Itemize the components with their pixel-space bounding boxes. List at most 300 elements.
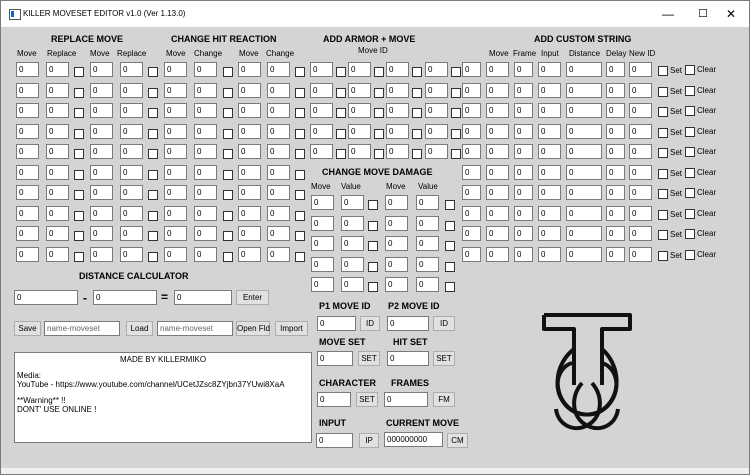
hit-checkbox[interactable] [223, 108, 233, 118]
replace-checkbox-2[interactable] [148, 252, 158, 262]
custom-move-input[interactable]: 0 [486, 144, 509, 159]
damage-checkbox[interactable] [368, 221, 378, 231]
armor-move-id-input-4[interactable]: 0 [425, 124, 448, 139]
hit-change-input[interactable]: 0 [194, 103, 217, 118]
replace-checkbox[interactable] [74, 88, 84, 98]
custom-set-checkbox[interactable] [658, 210, 668, 220]
hit-move-input-2[interactable]: 0 [238, 144, 261, 159]
hit-checkbox[interactable] [223, 252, 233, 262]
replace-checkbox-2[interactable] [148, 129, 158, 139]
hit-change-input-2[interactable]: 0 [267, 144, 290, 159]
hit-checkbox[interactable] [223, 190, 233, 200]
custom-clear-checkbox[interactable] [685, 188, 695, 198]
move-set-button[interactable]: SET [358, 351, 380, 366]
distance-input-a[interactable]: 0 [14, 290, 78, 305]
hit-change-input[interactable]: 0 [194, 185, 217, 200]
custom-clear-checkbox[interactable] [685, 209, 695, 219]
hit-change-input-2[interactable]: 0 [267, 165, 290, 180]
hit-checkbox[interactable] [223, 211, 233, 221]
import-button[interactable]: Import [275, 321, 308, 336]
armor-move-id-input-4[interactable]: 0 [425, 83, 448, 98]
custom-distance-input[interactable]: 0 [566, 144, 602, 159]
hit-move-input-2[interactable]: 0 [238, 124, 261, 139]
frames-input[interactable]: 0 [384, 392, 428, 407]
armor-move-id-input-3[interactable]: 0 [386, 103, 409, 118]
armor-checkbox-3[interactable] [412, 149, 422, 159]
custom-new-id-input[interactable]: 0 [629, 83, 652, 98]
armor-move-id-input-3[interactable]: 0 [386, 124, 409, 139]
custom-frame-input[interactable]: 0 [514, 247, 533, 262]
custom-clear-checkbox[interactable] [685, 147, 695, 157]
custom-index-input[interactable]: 0 [462, 144, 481, 159]
custom-clear-checkbox[interactable] [685, 229, 695, 239]
armor-move-id-input-1[interactable]: 0 [310, 62, 333, 77]
frames-button[interactable]: FM [433, 392, 455, 407]
custom-distance-input[interactable]: 0 [566, 124, 602, 139]
hit-checkbox-2[interactable] [295, 231, 305, 241]
replace-move-input-2[interactable]: 0 [90, 124, 113, 139]
hit-move-input-2[interactable]: 0 [238, 226, 261, 241]
p1-move-id-input[interactable]: 0 [317, 316, 356, 331]
custom-clear-checkbox[interactable] [685, 250, 695, 260]
custom-index-input[interactable]: 0 [462, 206, 481, 221]
custom-delay-input[interactable]: 0 [606, 124, 625, 139]
hit-checkbox-2[interactable] [295, 211, 305, 221]
distance-input-b[interactable]: 0 [93, 290, 157, 305]
custom-set-checkbox[interactable] [658, 230, 668, 240]
custom-input-input[interactable]: 0 [538, 103, 561, 118]
custom-new-id-input[interactable]: 0 [629, 185, 652, 200]
hit-move-input[interactable]: 0 [164, 247, 187, 262]
p1-id-button[interactable]: ID [360, 316, 380, 331]
hit-change-input-2[interactable]: 0 [267, 247, 290, 262]
info-textbox[interactable] [14, 352, 312, 443]
hit-change-input-2[interactable]: 0 [267, 206, 290, 221]
armor-move-id-input-3[interactable]: 0 [386, 144, 409, 159]
hit-checkbox[interactable] [223, 231, 233, 241]
custom-frame-input[interactable]: 0 [514, 144, 533, 159]
custom-delay-input[interactable]: 0 [606, 206, 625, 221]
custom-input-input[interactable]: 0 [538, 206, 561, 221]
replace-checkbox-2[interactable] [148, 88, 158, 98]
armor-checkbox-3[interactable] [412, 88, 422, 98]
hit-checkbox[interactable] [223, 129, 233, 139]
custom-set-checkbox[interactable] [658, 148, 668, 158]
hit-checkbox-2[interactable] [295, 149, 305, 159]
custom-distance-input[interactable]: 0 [566, 103, 602, 118]
damage-checkbox[interactable] [368, 241, 378, 251]
replace-new-input-2[interactable]: 0 [120, 165, 143, 180]
damage-move-input-2[interactable]: 0 [385, 236, 408, 251]
replace-move-input[interactable]: 0 [16, 206, 39, 221]
hit-checkbox[interactable] [223, 88, 233, 98]
custom-distance-input[interactable]: 0 [566, 185, 602, 200]
custom-frame-input[interactable]: 0 [514, 103, 533, 118]
armor-move-id-input-2[interactable]: 0 [348, 144, 371, 159]
custom-input-input[interactable]: 0 [538, 144, 561, 159]
hit-checkbox-2[interactable] [295, 108, 305, 118]
replace-move-input-2[interactable]: 0 [90, 206, 113, 221]
armor-move-id-input-1[interactable]: 0 [310, 124, 333, 139]
hit-move-input[interactable]: 0 [164, 165, 187, 180]
replace-checkbox[interactable] [74, 211, 84, 221]
hit-change-input[interactable]: 0 [194, 124, 217, 139]
damage-value-input-2[interactable]: 0 [416, 195, 439, 210]
custom-new-id-input[interactable]: 0 [629, 206, 652, 221]
replace-move-input-2[interactable]: 0 [90, 247, 113, 262]
armor-checkbox-4[interactable] [451, 149, 461, 159]
custom-new-id-input[interactable]: 0 [629, 247, 652, 262]
armor-move-id-input-2[interactable]: 0 [348, 83, 371, 98]
custom-index-input[interactable]: 0 [462, 226, 481, 241]
replace-checkbox-2[interactable] [148, 149, 158, 159]
custom-input-input[interactable]: 0 [538, 247, 561, 262]
custom-frame-input[interactable]: 0 [514, 226, 533, 241]
damage-move-input[interactable]: 0 [311, 216, 334, 231]
hit-checkbox-2[interactable] [295, 252, 305, 262]
hit-change-input[interactable]: 0 [194, 83, 217, 98]
custom-frame-input[interactable]: 0 [514, 206, 533, 221]
save-name-input[interactable] [44, 321, 120, 336]
replace-checkbox[interactable] [74, 231, 84, 241]
armor-checkbox-4[interactable] [451, 67, 461, 77]
armor-checkbox-2[interactable] [374, 108, 384, 118]
armor-checkbox-1[interactable] [336, 129, 346, 139]
damage-value-input-2[interactable]: 0 [416, 257, 439, 272]
replace-move-input[interactable]: 0 [16, 165, 39, 180]
hit-move-input-2[interactable]: 0 [238, 206, 261, 221]
custom-move-input[interactable]: 0 [486, 247, 509, 262]
hit-move-input[interactable]: 0 [164, 103, 187, 118]
custom-move-input[interactable]: 0 [486, 62, 509, 77]
damage-move-input[interactable]: 0 [311, 277, 334, 292]
damage-value-input-2[interactable]: 0 [416, 216, 439, 231]
damage-move-input[interactable]: 0 [311, 236, 334, 251]
save-button[interactable]: Save [14, 321, 41, 336]
hit-checkbox[interactable] [223, 67, 233, 77]
custom-set-checkbox[interactable] [658, 128, 668, 138]
hit-change-input-2[interactable]: 0 [267, 124, 290, 139]
hit-checkbox-2[interactable] [295, 190, 305, 200]
armor-move-id-input-1[interactable]: 0 [310, 144, 333, 159]
custom-clear-checkbox[interactable] [685, 127, 695, 137]
current-move-button[interactable]: CM [447, 433, 468, 448]
custom-set-checkbox[interactable] [658, 107, 668, 117]
custom-move-input[interactable]: 0 [486, 165, 509, 180]
armor-checkbox-1[interactable] [336, 108, 346, 118]
damage-checkbox-2[interactable] [445, 200, 455, 210]
distance-result[interactable]: 0 [174, 290, 232, 305]
replace-move-input-2[interactable]: 0 [90, 83, 113, 98]
custom-move-input[interactable]: 0 [486, 103, 509, 118]
custom-delay-input[interactable]: 0 [606, 83, 625, 98]
custom-move-input[interactable]: 0 [486, 226, 509, 241]
close-button[interactable]: ✕ [725, 7, 737, 21]
damage-checkbox-2[interactable] [445, 241, 455, 251]
replace-move-input-2[interactable]: 0 [90, 144, 113, 159]
hit-change-input-2[interactable]: 0 [267, 103, 290, 118]
replace-new-input-2[interactable]: 0 [120, 83, 143, 98]
open-folder-button[interactable]: Open Fld [236, 321, 270, 336]
hit-change-input[interactable]: 0 [194, 226, 217, 241]
custom-index-input[interactable]: 0 [462, 247, 481, 262]
replace-checkbox[interactable] [74, 149, 84, 159]
armor-move-id-input-4[interactable]: 0 [425, 62, 448, 77]
custom-input-input[interactable]: 0 [538, 165, 561, 180]
armor-checkbox-2[interactable] [374, 149, 384, 159]
custom-move-input[interactable]: 0 [486, 124, 509, 139]
replace-move-input[interactable]: 0 [16, 226, 39, 241]
replace-checkbox-2[interactable] [148, 170, 158, 180]
replace-new-input[interactable]: 0 [46, 247, 69, 262]
replace-checkbox[interactable] [74, 170, 84, 180]
replace-new-input[interactable]: 0 [46, 62, 69, 77]
current-move-input[interactable]: 000000000 [384, 432, 443, 447]
damage-value-input[interactable]: 0 [341, 257, 364, 272]
damage-move-input-2[interactable]: 0 [385, 277, 408, 292]
minimize-button[interactable]: — [662, 7, 674, 21]
hit-move-input[interactable]: 0 [164, 83, 187, 98]
p2-move-id-input[interactable]: 0 [387, 316, 429, 331]
replace-new-input[interactable]: 0 [46, 144, 69, 159]
hit-change-input[interactable]: 0 [194, 247, 217, 262]
replace-checkbox[interactable] [74, 252, 84, 262]
load-button[interactable]: Load [126, 321, 153, 336]
replace-new-input-2[interactable]: 0 [120, 62, 143, 77]
custom-frame-input[interactable]: 0 [514, 185, 533, 200]
armor-move-id-input-2[interactable]: 0 [348, 103, 371, 118]
damage-value-input-2[interactable]: 0 [416, 236, 439, 251]
damage-checkbox[interactable] [368, 262, 378, 272]
custom-frame-input[interactable]: 0 [514, 62, 533, 77]
custom-input-input[interactable]: 0 [538, 185, 561, 200]
custom-index-input[interactable]: 0 [462, 165, 481, 180]
enter-button[interactable]: Enter [236, 290, 269, 305]
custom-distance-input[interactable]: 0 [566, 62, 602, 77]
armor-checkbox-1[interactable] [336, 67, 346, 77]
damage-value-input[interactable]: 0 [341, 277, 364, 292]
replace-checkbox-2[interactable] [148, 211, 158, 221]
hit-change-input[interactable]: 0 [194, 144, 217, 159]
replace-new-input-2[interactable]: 0 [120, 124, 143, 139]
hit-change-input-2[interactable]: 0 [267, 62, 290, 77]
armor-checkbox-4[interactable] [451, 108, 461, 118]
custom-input-input[interactable]: 0 [538, 83, 561, 98]
damage-checkbox-2[interactable] [445, 262, 455, 272]
damage-move-input[interactable]: 0 [311, 257, 334, 272]
armor-checkbox-3[interactable] [412, 67, 422, 77]
armor-move-id-input-3[interactable]: 0 [386, 62, 409, 77]
custom-index-input[interactable]: 0 [462, 83, 481, 98]
replace-new-input-2[interactable]: 0 [120, 144, 143, 159]
input-field[interactable]: 0 [316, 433, 353, 448]
hit-move-input[interactable]: 0 [164, 226, 187, 241]
replace-new-input-2[interactable]: 0 [120, 247, 143, 262]
hit-move-input-2[interactable]: 0 [238, 83, 261, 98]
hit-move-input-2[interactable]: 0 [238, 62, 261, 77]
hit-checkbox[interactable] [223, 149, 233, 159]
damage-value-input[interactable]: 0 [341, 216, 364, 231]
custom-new-id-input[interactable]: 0 [629, 144, 652, 159]
custom-delay-input[interactable]: 0 [606, 226, 625, 241]
armor-move-id-input-4[interactable]: 0 [425, 144, 448, 159]
custom-delay-input[interactable]: 0 [606, 247, 625, 262]
hit-set-button[interactable]: SET [433, 351, 455, 366]
custom-distance-input[interactable]: 0 [566, 206, 602, 221]
hit-change-input[interactable]: 0 [194, 206, 217, 221]
replace-checkbox[interactable] [74, 190, 84, 200]
custom-frame-input[interactable]: 0 [514, 165, 533, 180]
damage-value-input[interactable]: 0 [341, 195, 364, 210]
p2-id-button[interactable]: ID [433, 316, 455, 331]
hit-checkbox-2[interactable] [295, 88, 305, 98]
load-name-input[interactable] [157, 321, 233, 336]
replace-move-input-2[interactable]: 0 [90, 185, 113, 200]
custom-frame-input[interactable]: 0 [514, 83, 533, 98]
custom-new-id-input[interactable]: 0 [629, 103, 652, 118]
armor-checkbox-2[interactable] [374, 129, 384, 139]
custom-clear-checkbox[interactable] [685, 106, 695, 116]
input-button[interactable]: IP [359, 433, 379, 448]
custom-set-checkbox[interactable] [658, 169, 668, 179]
replace-new-input[interactable]: 0 [46, 206, 69, 221]
custom-distance-input[interactable]: 0 [566, 247, 602, 262]
damage-move-input[interactable]: 0 [311, 195, 334, 210]
damage-value-input-2[interactable]: 0 [416, 277, 439, 292]
replace-new-input-2[interactable]: 0 [120, 206, 143, 221]
replace-new-input[interactable]: 0 [46, 226, 69, 241]
hit-move-input-2[interactable]: 0 [238, 165, 261, 180]
replace-checkbox[interactable] [74, 108, 84, 118]
hit-change-input-2[interactable]: 0 [267, 83, 290, 98]
custom-set-checkbox[interactable] [658, 189, 668, 199]
custom-frame-input[interactable]: 0 [514, 124, 533, 139]
custom-clear-checkbox[interactable] [685, 86, 695, 96]
custom-move-input[interactable]: 0 [486, 185, 509, 200]
custom-input-input[interactable]: 0 [538, 124, 561, 139]
custom-set-checkbox[interactable] [658, 66, 668, 76]
character-set-button[interactable]: SET [356, 392, 378, 407]
replace-move-input[interactable]: 0 [16, 103, 39, 118]
hit-move-input-2[interactable]: 0 [238, 185, 261, 200]
replace-checkbox[interactable] [74, 129, 84, 139]
damage-checkbox[interactable] [368, 200, 378, 210]
armor-move-id-input-4[interactable]: 0 [425, 103, 448, 118]
armor-checkbox-1[interactable] [336, 88, 346, 98]
replace-new-input[interactable]: 0 [46, 83, 69, 98]
hit-change-input-2[interactable]: 0 [267, 226, 290, 241]
replace-checkbox[interactable] [74, 67, 84, 77]
hit-change-input[interactable]: 0 [194, 62, 217, 77]
replace-checkbox-2[interactable] [148, 67, 158, 77]
hit-change-input[interactable]: 0 [194, 165, 217, 180]
replace-new-input[interactable]: 0 [46, 185, 69, 200]
damage-move-input-2[interactable]: 0 [385, 195, 408, 210]
hit-move-input[interactable]: 0 [164, 144, 187, 159]
damage-checkbox[interactable] [368, 282, 378, 292]
damage-checkbox-2[interactable] [445, 282, 455, 292]
damage-move-input-2[interactable]: 0 [385, 257, 408, 272]
replace-checkbox-2[interactable] [148, 108, 158, 118]
damage-checkbox-2[interactable] [445, 221, 455, 231]
custom-set-checkbox[interactable] [658, 87, 668, 97]
hit-move-input[interactable]: 0 [164, 185, 187, 200]
replace-move-input-2[interactable]: 0 [90, 62, 113, 77]
custom-index-input[interactable]: 0 [462, 62, 481, 77]
replace-new-input-2[interactable]: 0 [120, 103, 143, 118]
hit-checkbox-2[interactable] [295, 129, 305, 139]
custom-clear-checkbox[interactable] [685, 168, 695, 178]
custom-delay-input[interactable]: 0 [606, 103, 625, 118]
custom-delay-input[interactable]: 0 [606, 165, 625, 180]
armor-move-id-input-1[interactable]: 0 [310, 103, 333, 118]
armor-checkbox-4[interactable] [451, 129, 461, 139]
replace-new-input-2[interactable]: 0 [120, 185, 143, 200]
custom-move-input[interactable]: 0 [486, 83, 509, 98]
hit-checkbox[interactable] [223, 170, 233, 180]
hit-move-input[interactable]: 0 [164, 206, 187, 221]
damage-value-input[interactable]: 0 [341, 236, 364, 251]
custom-new-id-input[interactable]: 0 [629, 165, 652, 180]
hit-move-input[interactable]: 0 [164, 62, 187, 77]
custom-input-input[interactable]: 0 [538, 226, 561, 241]
replace-move-input-2[interactable]: 0 [90, 103, 113, 118]
armor-checkbox-4[interactable] [451, 88, 461, 98]
replace-move-input[interactable]: 0 [16, 247, 39, 262]
replace-move-input[interactable]: 0 [16, 185, 39, 200]
custom-clear-checkbox[interactable] [685, 65, 695, 75]
hit-checkbox-2[interactable] [295, 67, 305, 77]
custom-move-input[interactable]: 0 [486, 206, 509, 221]
replace-move-input[interactable]: 0 [16, 124, 39, 139]
custom-delay-input[interactable]: 0 [606, 62, 625, 77]
armor-checkbox-2[interactable] [374, 67, 384, 77]
armor-checkbox-3[interactable] [412, 129, 422, 139]
custom-index-input[interactable]: 0 [462, 185, 481, 200]
replace-move-input-2[interactable]: 0 [90, 165, 113, 180]
replace-move-input[interactable]: 0 [16, 144, 39, 159]
custom-distance-input[interactable]: 0 [566, 226, 602, 241]
custom-new-id-input[interactable]: 0 [629, 226, 652, 241]
armor-checkbox-2[interactable] [374, 88, 384, 98]
replace-checkbox-2[interactable] [148, 231, 158, 241]
custom-delay-input[interactable]: 0 [606, 185, 625, 200]
custom-index-input[interactable]: 0 [462, 124, 481, 139]
replace-move-input-2[interactable]: 0 [90, 226, 113, 241]
armor-checkbox-3[interactable] [412, 108, 422, 118]
hit-change-input-2[interactable]: 0 [267, 185, 290, 200]
armor-checkbox-1[interactable] [336, 149, 346, 159]
replace-move-input[interactable]: 0 [16, 62, 39, 77]
custom-distance-input[interactable]: 0 [566, 165, 602, 180]
armor-move-id-input-2[interactable]: 0 [348, 124, 371, 139]
replace-move-input[interactable]: 0 [16, 83, 39, 98]
maximize-button[interactable]: ☐ [698, 8, 708, 20]
custom-delay-input[interactable]: 0 [606, 144, 625, 159]
armor-move-id-input-1[interactable]: 0 [310, 83, 333, 98]
replace-checkbox-2[interactable] [148, 190, 158, 200]
custom-input-input[interactable]: 0 [538, 62, 561, 77]
character-input[interactable]: 0 [317, 392, 351, 407]
armor-move-id-input-2[interactable]: 0 [348, 62, 371, 77]
custom-new-id-input[interactable]: 0 [629, 124, 652, 139]
hit-move-input-2[interactable]: 0 [238, 247, 261, 262]
replace-new-input[interactable]: 0 [46, 165, 69, 180]
replace-new-input[interactable]: 0 [46, 124, 69, 139]
replace-new-input-2[interactable]: 0 [120, 226, 143, 241]
custom-distance-input[interactable]: 0 [566, 83, 602, 98]
hit-move-input-2[interactable]: 0 [238, 103, 261, 118]
